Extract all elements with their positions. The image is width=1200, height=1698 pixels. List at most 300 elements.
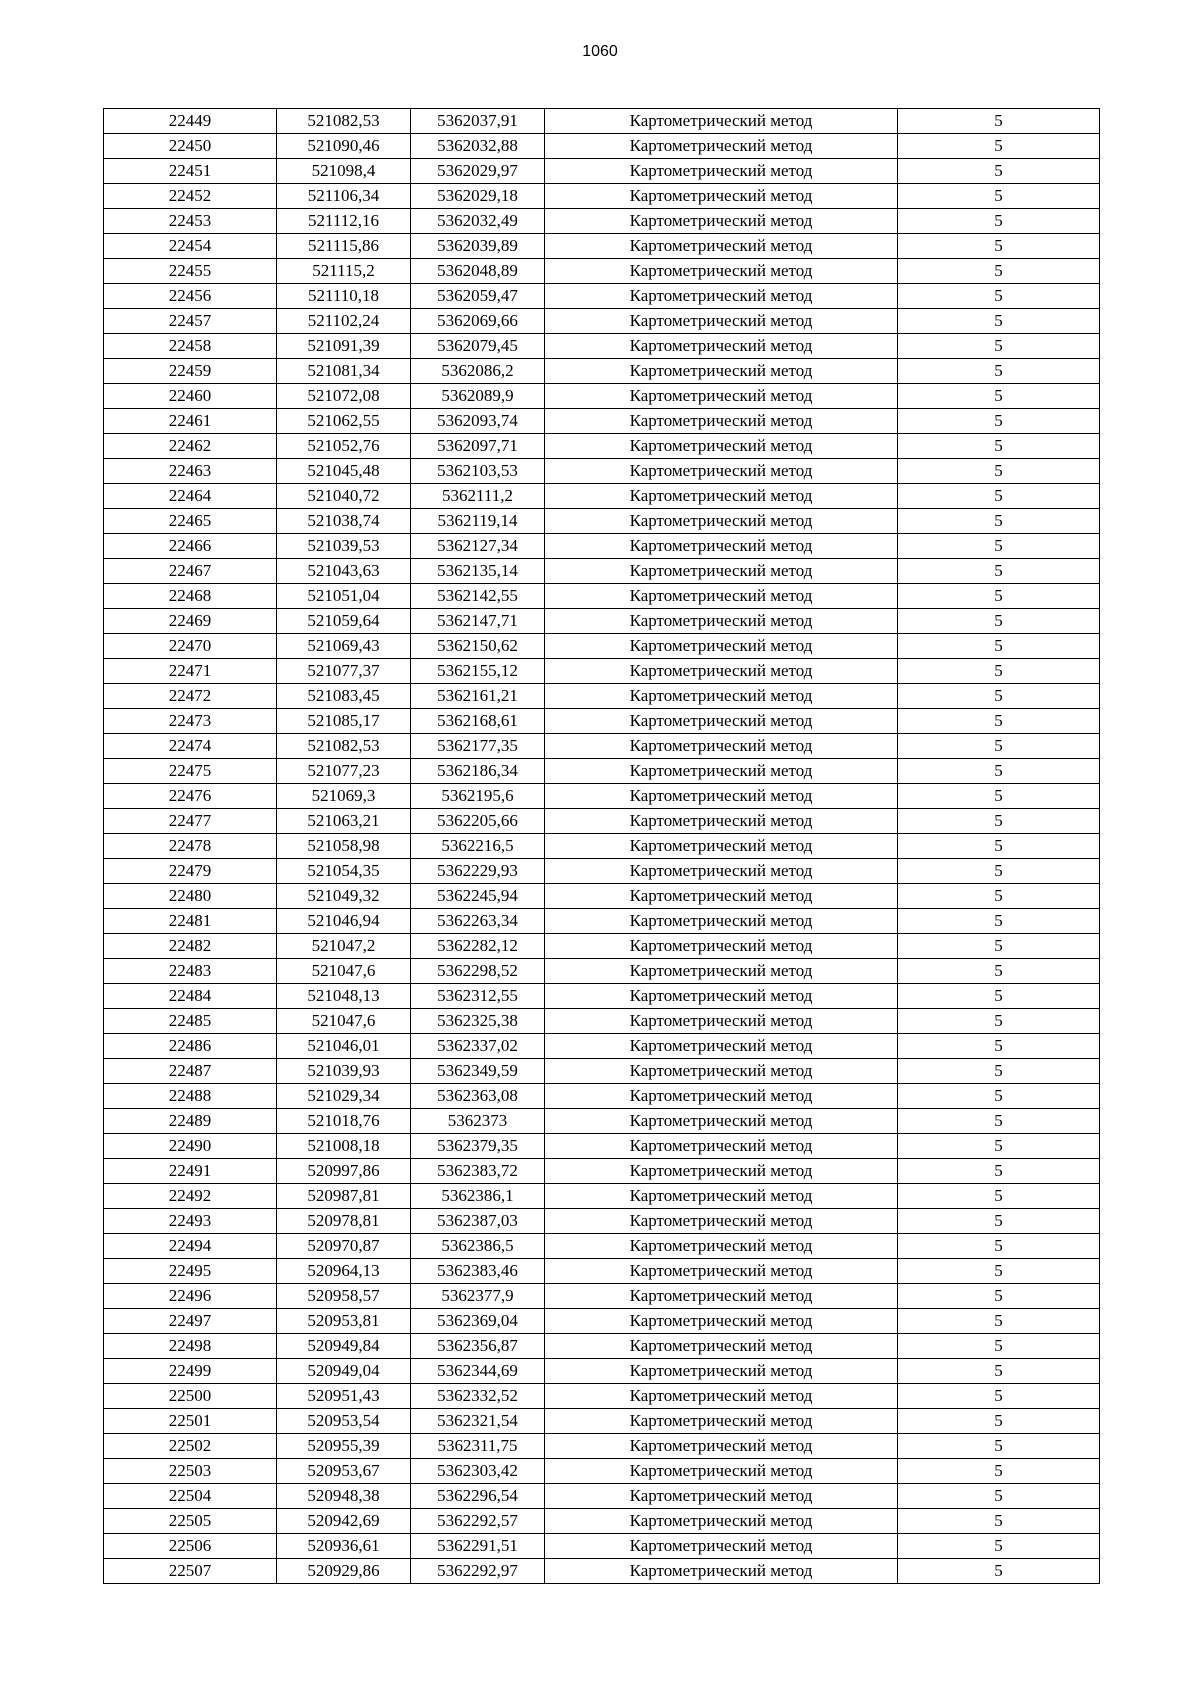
y-coordinate-cell: 5362337,02: [411, 1034, 545, 1059]
accuracy-cell: 5: [898, 209, 1100, 234]
point-number-cell: 22499: [104, 1359, 277, 1384]
point-number-cell: 22451: [104, 159, 277, 184]
point-number-cell: 22494: [104, 1234, 277, 1259]
x-coordinate-cell: 521047,2: [277, 934, 411, 959]
accuracy-cell: 5: [898, 284, 1100, 309]
x-coordinate-cell: 520978,81: [277, 1209, 411, 1234]
method-cell: Картометрический метод: [545, 234, 898, 259]
x-coordinate-cell: 520964,13: [277, 1259, 411, 1284]
point-number-cell: 22462: [104, 434, 277, 459]
y-coordinate-cell: 5362344,69: [411, 1359, 545, 1384]
y-coordinate-cell: 5362168,61: [411, 709, 545, 734]
table-row: [104, 659, 1100, 684]
table-row: [104, 1109, 1100, 1134]
x-coordinate-cell: 521063,21: [277, 809, 411, 834]
x-coordinate-cell: 521029,34: [277, 1084, 411, 1109]
x-coordinate-cell: 520948,38: [277, 1484, 411, 1509]
y-coordinate-cell: 5362245,94: [411, 884, 545, 909]
accuracy-cell: 5: [898, 1359, 1100, 1384]
method-cell: Картометрический метод: [545, 784, 898, 809]
method-cell: Картометрический метод: [545, 1159, 898, 1184]
method-cell: Картометрический метод: [545, 1359, 898, 1384]
accuracy-cell: 5: [898, 734, 1100, 759]
y-coordinate-cell: 5362321,54: [411, 1409, 545, 1434]
table-row: [104, 1209, 1100, 1234]
accuracy-cell: 5: [898, 609, 1100, 634]
table-row: [104, 959, 1100, 984]
accuracy-cell: 5: [898, 359, 1100, 384]
accuracy-cell: 5: [898, 534, 1100, 559]
table-row: [104, 459, 1100, 484]
y-coordinate-cell: 5362369,04: [411, 1309, 545, 1334]
x-coordinate-cell: 521008,18: [277, 1134, 411, 1159]
point-number-cell: 22504: [104, 1484, 277, 1509]
y-coordinate-cell: 5362282,12: [411, 934, 545, 959]
accuracy-cell: 5: [898, 1509, 1100, 1534]
x-coordinate-cell: 521062,55: [277, 409, 411, 434]
method-cell: Картометрический метод: [545, 109, 898, 134]
table-row: [104, 384, 1100, 409]
x-coordinate-cell: 521048,13: [277, 984, 411, 1009]
method-cell: Картометрический метод: [545, 884, 898, 909]
point-number-cell: 22457: [104, 309, 277, 334]
table-row: [104, 809, 1100, 834]
method-cell: Картометрический метод: [545, 359, 898, 384]
coordinates-table-body: [104, 109, 1100, 1584]
x-coordinate-cell: 521040,72: [277, 484, 411, 509]
table-row: [104, 609, 1100, 634]
x-coordinate-cell: 521046,94: [277, 909, 411, 934]
table-row: [104, 1509, 1100, 1534]
accuracy-cell: 5: [898, 934, 1100, 959]
y-coordinate-cell: 5362363,08: [411, 1084, 545, 1109]
point-number-cell: 22505: [104, 1509, 277, 1534]
accuracy-cell: 5: [898, 384, 1100, 409]
x-coordinate-cell: 521115,86: [277, 234, 411, 259]
accuracy-cell: 5: [898, 1309, 1100, 1334]
y-coordinate-cell: 5362387,03: [411, 1209, 545, 1234]
y-coordinate-cell: 5362127,34: [411, 534, 545, 559]
method-cell: Картометрический метод: [545, 709, 898, 734]
table-row: [104, 1384, 1100, 1409]
table-row: [104, 1534, 1100, 1559]
table-row: [104, 434, 1100, 459]
accuracy-cell: 5: [898, 234, 1100, 259]
table-row: [104, 234, 1100, 259]
table-row: [104, 409, 1100, 434]
method-cell: Картометрический метод: [545, 1009, 898, 1034]
table-row: [104, 834, 1100, 859]
y-coordinate-cell: 5362386,1: [411, 1184, 545, 1209]
y-coordinate-cell: 5362147,71: [411, 609, 545, 634]
x-coordinate-cell: 520929,86: [277, 1559, 411, 1584]
point-number-cell: 22493: [104, 1209, 277, 1234]
accuracy-cell: 5: [898, 1534, 1100, 1559]
table-row: [104, 1184, 1100, 1209]
method-cell: Картометрический метод: [545, 134, 898, 159]
y-coordinate-cell: 5362089,9: [411, 384, 545, 409]
y-coordinate-cell: 5362142,55: [411, 584, 545, 609]
y-coordinate-cell: 5362103,53: [411, 459, 545, 484]
point-number-cell: 22477: [104, 809, 277, 834]
table-row: [104, 1559, 1100, 1584]
accuracy-cell: 5: [898, 884, 1100, 909]
accuracy-cell: 5: [898, 709, 1100, 734]
y-coordinate-cell: 5362298,52: [411, 959, 545, 984]
method-cell: Картометрический метод: [545, 1109, 898, 1134]
accuracy-cell: 5: [898, 509, 1100, 534]
y-coordinate-cell: 5362312,55: [411, 984, 545, 1009]
table-row: [104, 859, 1100, 884]
point-number-cell: 22495: [104, 1259, 277, 1284]
method-cell: Картометрический метод: [545, 484, 898, 509]
x-coordinate-cell: 521106,34: [277, 184, 411, 209]
method-cell: Картометрический метод: [545, 984, 898, 1009]
method-cell: Картометрический метод: [545, 934, 898, 959]
y-coordinate-cell: 5362383,46: [411, 1259, 545, 1284]
point-number-cell: 22485: [104, 1009, 277, 1034]
table-row: [104, 909, 1100, 934]
accuracy-cell: 5: [898, 109, 1100, 134]
point-number-cell: 22458: [104, 334, 277, 359]
table-row: [104, 284, 1100, 309]
method-cell: Картометрический метод: [545, 209, 898, 234]
method-cell: Картометрический метод: [545, 1484, 898, 1509]
x-coordinate-cell: 520951,43: [277, 1384, 411, 1409]
table-row: [104, 634, 1100, 659]
y-coordinate-cell: 5362195,6: [411, 784, 545, 809]
y-coordinate-cell: 5362325,38: [411, 1009, 545, 1034]
method-cell: Картометрический метод: [545, 1309, 898, 1334]
point-number-cell: 22490: [104, 1134, 277, 1159]
y-coordinate-cell: 5362229,93: [411, 859, 545, 884]
accuracy-cell: 5: [898, 959, 1100, 984]
y-coordinate-cell: 5362111,2: [411, 484, 545, 509]
method-cell: Картометрический метод: [545, 1559, 898, 1584]
x-coordinate-cell: 520955,39: [277, 1434, 411, 1459]
method-cell: Картометрический метод: [545, 1409, 898, 1434]
accuracy-cell: 5: [898, 1334, 1100, 1359]
y-coordinate-cell: 5362311,75: [411, 1434, 545, 1459]
table-row: [104, 1059, 1100, 1084]
point-number-cell: 22449: [104, 109, 277, 134]
method-cell: Картометрический метод: [545, 559, 898, 584]
point-number-cell: 22466: [104, 534, 277, 559]
table-row: [104, 159, 1100, 184]
y-coordinate-cell: 5362373: [411, 1109, 545, 1134]
point-number-cell: 22483: [104, 959, 277, 984]
y-coordinate-cell: 5362037,91: [411, 109, 545, 134]
point-number-cell: 22460: [104, 384, 277, 409]
method-cell: Картометрический метод: [545, 584, 898, 609]
accuracy-cell: 5: [898, 1459, 1100, 1484]
point-number-cell: 22455: [104, 259, 277, 284]
accuracy-cell: 5: [898, 659, 1100, 684]
method-cell: Картометрический метод: [545, 1034, 898, 1059]
accuracy-cell: 5: [898, 584, 1100, 609]
y-coordinate-cell: 5362135,14: [411, 559, 545, 584]
point-number-cell: 22487: [104, 1059, 277, 1084]
point-number-cell: 22475: [104, 759, 277, 784]
y-coordinate-cell: 5362161,21: [411, 684, 545, 709]
point-number-cell: 22491: [104, 1159, 277, 1184]
y-coordinate-cell: 5362186,34: [411, 759, 545, 784]
table-row: [104, 934, 1100, 959]
accuracy-cell: 5: [898, 834, 1100, 859]
table-row: [104, 259, 1100, 284]
table-row: [104, 1409, 1100, 1434]
method-cell: Картометрический метод: [545, 1084, 898, 1109]
method-cell: Картометрический метод: [545, 409, 898, 434]
accuracy-cell: 5: [898, 984, 1100, 1009]
method-cell: Картометрический метод: [545, 759, 898, 784]
x-coordinate-cell: 521051,04: [277, 584, 411, 609]
x-coordinate-cell: 521039,53: [277, 534, 411, 559]
x-coordinate-cell: 520936,61: [277, 1534, 411, 1559]
x-coordinate-cell: 520953,81: [277, 1309, 411, 1334]
table-row: [104, 1284, 1100, 1309]
method-cell: Картометрический метод: [545, 184, 898, 209]
y-coordinate-cell: 5362332,52: [411, 1384, 545, 1409]
x-coordinate-cell: 521039,93: [277, 1059, 411, 1084]
accuracy-cell: 5: [898, 809, 1100, 834]
table-row: [104, 1159, 1100, 1184]
x-coordinate-cell: 521043,63: [277, 559, 411, 584]
method-cell: Картометрический метод: [545, 1234, 898, 1259]
method-cell: Картометрический метод: [545, 1434, 898, 1459]
y-coordinate-cell: 5362079,45: [411, 334, 545, 359]
y-coordinate-cell: 5362093,74: [411, 409, 545, 434]
method-cell: Картометрический метод: [545, 1509, 898, 1534]
x-coordinate-cell: 521052,76: [277, 434, 411, 459]
point-number-cell: 22481: [104, 909, 277, 934]
table-row: [104, 784, 1100, 809]
y-coordinate-cell: 5362059,47: [411, 284, 545, 309]
method-cell: Картометрический метод: [545, 1284, 898, 1309]
y-coordinate-cell: 5362349,59: [411, 1059, 545, 1084]
point-number-cell: 22497: [104, 1309, 277, 1334]
x-coordinate-cell: 521112,16: [277, 209, 411, 234]
x-coordinate-cell: 521018,76: [277, 1109, 411, 1134]
point-number-cell: 22467: [104, 559, 277, 584]
method-cell: Картометрический метод: [545, 909, 898, 934]
method-cell: Картометрический метод: [545, 534, 898, 559]
x-coordinate-cell: 520953,67: [277, 1459, 411, 1484]
point-number-cell: 22474: [104, 734, 277, 759]
point-number-cell: 22473: [104, 709, 277, 734]
method-cell: Картометрический метод: [545, 159, 898, 184]
x-coordinate-cell: 521049,32: [277, 884, 411, 909]
method-cell: Картометрический метод: [545, 334, 898, 359]
method-cell: Картометрический метод: [545, 1259, 898, 1284]
page-number: 1060: [582, 43, 618, 60]
point-number-cell: 22464: [104, 484, 277, 509]
y-coordinate-cell: 5362097,71: [411, 434, 545, 459]
table-row: [104, 1234, 1100, 1259]
x-coordinate-cell: 520949,04: [277, 1359, 411, 1384]
point-number-cell: 22471: [104, 659, 277, 684]
accuracy-cell: 5: [898, 434, 1100, 459]
point-number-cell: 22463: [104, 459, 277, 484]
y-coordinate-cell: 5362048,89: [411, 259, 545, 284]
accuracy-cell: 5: [898, 259, 1100, 284]
point-number-cell: 22498: [104, 1334, 277, 1359]
x-coordinate-cell: 520958,57: [277, 1284, 411, 1309]
table-row: [104, 334, 1100, 359]
accuracy-cell: 5: [898, 784, 1100, 809]
point-number-cell: 22480: [104, 884, 277, 909]
x-coordinate-cell: 521098,4: [277, 159, 411, 184]
point-number-cell: 22470: [104, 634, 277, 659]
accuracy-cell: 5: [898, 1484, 1100, 1509]
accuracy-cell: 5: [898, 1084, 1100, 1109]
point-number-cell: 22476: [104, 784, 277, 809]
method-cell: Картометрический метод: [545, 1184, 898, 1209]
accuracy-cell: 5: [898, 1209, 1100, 1234]
table-row: [104, 209, 1100, 234]
accuracy-cell: 5: [898, 484, 1100, 509]
accuracy-cell: 5: [898, 559, 1100, 584]
y-coordinate-cell: 5362216,5: [411, 834, 545, 859]
x-coordinate-cell: 521058,98: [277, 834, 411, 859]
x-coordinate-cell: 521072,08: [277, 384, 411, 409]
y-coordinate-cell: 5362303,42: [411, 1459, 545, 1484]
point-number-cell: 22482: [104, 934, 277, 959]
accuracy-cell: 5: [898, 859, 1100, 884]
y-coordinate-cell: 5362177,35: [411, 734, 545, 759]
point-number-cell: 22486: [104, 1034, 277, 1059]
y-coordinate-cell: 5362086,2: [411, 359, 545, 384]
x-coordinate-cell: 521038,74: [277, 509, 411, 534]
table-row: [104, 359, 1100, 384]
point-number-cell: 22492: [104, 1184, 277, 1209]
table-row: [104, 134, 1100, 159]
point-number-cell: 22459: [104, 359, 277, 384]
method-cell: Картометрический метод: [545, 834, 898, 859]
table-row: [104, 1484, 1100, 1509]
accuracy-cell: 5: [898, 334, 1100, 359]
table-row: [104, 109, 1100, 134]
point-number-cell: 22506: [104, 1534, 277, 1559]
point-number-cell: 22489: [104, 1109, 277, 1134]
method-cell: Картометрический метод: [545, 734, 898, 759]
y-coordinate-cell: 5362292,57: [411, 1509, 545, 1534]
y-coordinate-cell: 5362356,87: [411, 1334, 545, 1359]
accuracy-cell: 5: [898, 409, 1100, 434]
y-coordinate-cell: 5362032,88: [411, 134, 545, 159]
y-coordinate-cell: 5362032,49: [411, 209, 545, 234]
method-cell: Картометрический метод: [545, 1334, 898, 1359]
table-row: [104, 684, 1100, 709]
x-coordinate-cell: 521081,34: [277, 359, 411, 384]
accuracy-cell: 5: [898, 1409, 1100, 1434]
method-cell: Картометрический метод: [545, 459, 898, 484]
y-coordinate-cell: 5362386,5: [411, 1234, 545, 1259]
x-coordinate-cell: 520987,81: [277, 1184, 411, 1209]
point-number-cell: 22484: [104, 984, 277, 1009]
table-row: [104, 1334, 1100, 1359]
y-coordinate-cell: 5362263,34: [411, 909, 545, 934]
y-coordinate-cell: 5362069,66: [411, 309, 545, 334]
x-coordinate-cell: 520970,87: [277, 1234, 411, 1259]
table-row: [104, 484, 1100, 509]
method-cell: Картометрический метод: [545, 809, 898, 834]
x-coordinate-cell: 521115,2: [277, 259, 411, 284]
point-number-cell: 22465: [104, 509, 277, 534]
table-row: [104, 1259, 1100, 1284]
y-coordinate-cell: 5362039,89: [411, 234, 545, 259]
accuracy-cell: 5: [898, 1559, 1100, 1584]
x-coordinate-cell: 521082,53: [277, 734, 411, 759]
method-cell: Картометрический метод: [545, 309, 898, 334]
point-number-cell: 22468: [104, 584, 277, 609]
table-row: [104, 184, 1100, 209]
method-cell: Картометрический метод: [545, 659, 898, 684]
method-cell: Картометрический метод: [545, 634, 898, 659]
table-row: [104, 709, 1100, 734]
accuracy-cell: 5: [898, 1109, 1100, 1134]
table-row: [104, 534, 1100, 559]
point-number-cell: 22502: [104, 1434, 277, 1459]
x-coordinate-cell: 520949,84: [277, 1334, 411, 1359]
y-coordinate-cell: 5362155,12: [411, 659, 545, 684]
table-row: [104, 734, 1100, 759]
method-cell: Картометрический метод: [545, 384, 898, 409]
accuracy-cell: 5: [898, 909, 1100, 934]
method-cell: Картометрический метод: [545, 859, 898, 884]
accuracy-cell: 5: [898, 134, 1100, 159]
x-coordinate-cell: 521085,17: [277, 709, 411, 734]
table-row: [104, 1084, 1100, 1109]
accuracy-cell: 5: [898, 1284, 1100, 1309]
table-row: [104, 1359, 1100, 1384]
x-coordinate-cell: 521077,37: [277, 659, 411, 684]
point-number-cell: 22461: [104, 409, 277, 434]
y-coordinate-cell: 5362119,14: [411, 509, 545, 534]
table-row: [104, 1134, 1100, 1159]
method-cell: Картометрический метод: [545, 1209, 898, 1234]
x-coordinate-cell: 521102,24: [277, 309, 411, 334]
accuracy-cell: 5: [898, 1009, 1100, 1034]
point-number-cell: 22453: [104, 209, 277, 234]
accuracy-cell: 5: [898, 1034, 1100, 1059]
point-number-cell: 22472: [104, 684, 277, 709]
table-row: [104, 984, 1100, 1009]
y-coordinate-cell: 5362379,35: [411, 1134, 545, 1159]
accuracy-cell: 5: [898, 184, 1100, 209]
table-row: [104, 584, 1100, 609]
method-cell: Картометрический метод: [545, 1459, 898, 1484]
method-cell: Картометрический метод: [545, 684, 898, 709]
point-number-cell: 22479: [104, 859, 277, 884]
y-coordinate-cell: 5362377,9: [411, 1284, 545, 1309]
table-row: [104, 509, 1100, 534]
x-coordinate-cell: 520953,54: [277, 1409, 411, 1434]
accuracy-cell: 5: [898, 159, 1100, 184]
x-coordinate-cell: 521059,64: [277, 609, 411, 634]
y-coordinate-cell: 5362029,97: [411, 159, 545, 184]
accuracy-cell: 5: [898, 1159, 1100, 1184]
y-coordinate-cell: 5362150,62: [411, 634, 545, 659]
point-number-cell: 22450: [104, 134, 277, 159]
x-coordinate-cell: 521069,3: [277, 784, 411, 809]
table-row: [104, 309, 1100, 334]
table-row: [104, 559, 1100, 584]
y-coordinate-cell: 5362383,72: [411, 1159, 545, 1184]
x-coordinate-cell: 521045,48: [277, 459, 411, 484]
x-coordinate-cell: 521110,18: [277, 284, 411, 309]
method-cell: Картометрический метод: [545, 434, 898, 459]
